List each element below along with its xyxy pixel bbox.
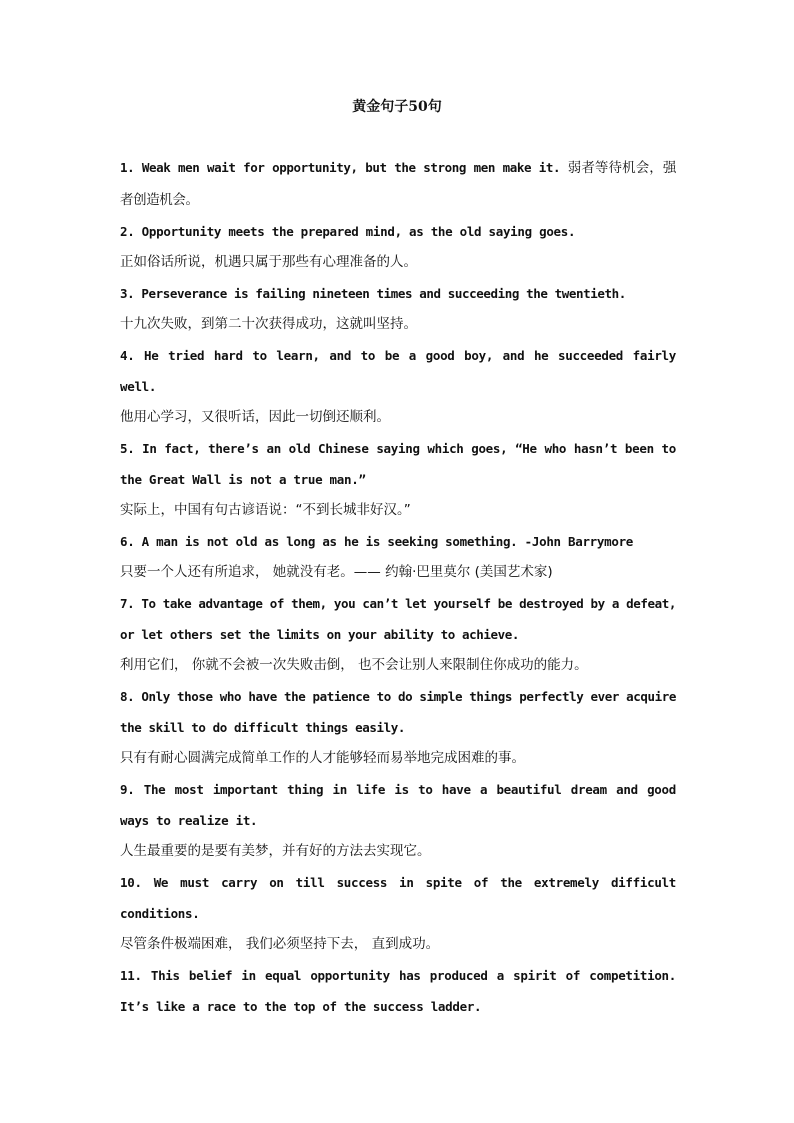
chinese-translation-4: 他用心学习，又很听话，因此一切倒还顺利。 bbox=[120, 409, 390, 425]
chinese-translation-6: 只要一个人还有所追求， 她就没有老。—— 约翰·巴里莫尔 (美国艺术家) bbox=[120, 564, 553, 580]
chinese-translation-8: 只有有耐心圆满完成简单工作的人才能够轻而易举地完成困难的事。 bbox=[120, 750, 525, 766]
list-item-5 bbox=[120, 433, 676, 526]
chinese-translation-7: 利用它们， 你就不会被一次失败击倒， 也不会让别人来限制住你成功的能力。 bbox=[120, 657, 588, 673]
english-sentence-10: 10. We must carry on till success in spite of the extremely difficult conditions. bbox=[120, 875, 676, 921]
english-sentence-2: 2. Opportunity meets the prepared mind, as the old saying goes. bbox=[120, 224, 576, 239]
chinese-translation-9: 人生最重要的是要有美梦，并有好的方法去实现它。 bbox=[120, 843, 431, 859]
list-item-8 bbox=[120, 681, 676, 774]
list-item-4 bbox=[120, 340, 676, 433]
list-item-1 bbox=[120, 152, 676, 216]
english-sentence-9: 9. The most important thing in life is to have a beautiful dream and good ways to realize it. bbox=[120, 782, 676, 828]
list-item-7 bbox=[120, 588, 676, 681]
chinese-translation-5: 实际上，中国有句古谚语说：“不到长城非好汉。” bbox=[120, 502, 411, 518]
chinese-inline-1: 弱者等待机会，强者创造机会。 bbox=[120, 160, 676, 208]
list-item-9 bbox=[120, 774, 676, 867]
chinese-translation-2: 正如俗话所说，机遇只属于那些有心理准备的人。 bbox=[120, 254, 417, 270]
list-item-2 bbox=[120, 216, 676, 278]
list-item-3 bbox=[120, 278, 676, 340]
english-sentence-11: 11. This belief in equal opportunity has produced a spirit of competition. It’s like a race to the top of the success ladder. bbox=[120, 968, 676, 1014]
english-text-1: 1. Weak men wait for opportunity, but the strong men make it. bbox=[120, 160, 568, 175]
english-sentence-7: 7. To take advantage of them, you can’t let yourself be destroyed by a defeat, or let others set the limits on your ability to achieve. bbox=[120, 596, 676, 642]
chinese-translation-10: 尽管条件极端困难， 我们必须坚持下去， 直到成功。 bbox=[120, 936, 440, 952]
list-item-11 bbox=[120, 960, 676, 1022]
sentence-list bbox=[120, 152, 676, 1022]
list-item-10 bbox=[120, 867, 676, 960]
english-sentence-8: 8. Only those who have the patience to do simple things perfectly ever acquire the skill to do difficult things easily. bbox=[120, 689, 676, 735]
english-sentence-5: 5. In fact, there’s an old Chinese saying which goes, “He who hasn’t been to the Great Wall is not a true man.” bbox=[120, 441, 676, 487]
chinese-translation-3: 十九次失败，到第二十次获得成功，这就叫坚持。 bbox=[120, 316, 417, 332]
english-sentence-3: 3. Perseverance is failing nineteen times and succeeding the twentieth. bbox=[120, 286, 626, 301]
english-sentence-6: 6. A man is not old as long as he is seeking something. -John Barrymore bbox=[120, 534, 634, 549]
list-item-6 bbox=[120, 526, 676, 588]
page-title: 黄金句子50句 bbox=[352, 99, 442, 115]
english-sentence-1 bbox=[120, 152, 676, 216]
english-sentence-4: 4. He tried hard to learn, and to be a good boy, and he succeeded fairly well. bbox=[120, 348, 676, 394]
